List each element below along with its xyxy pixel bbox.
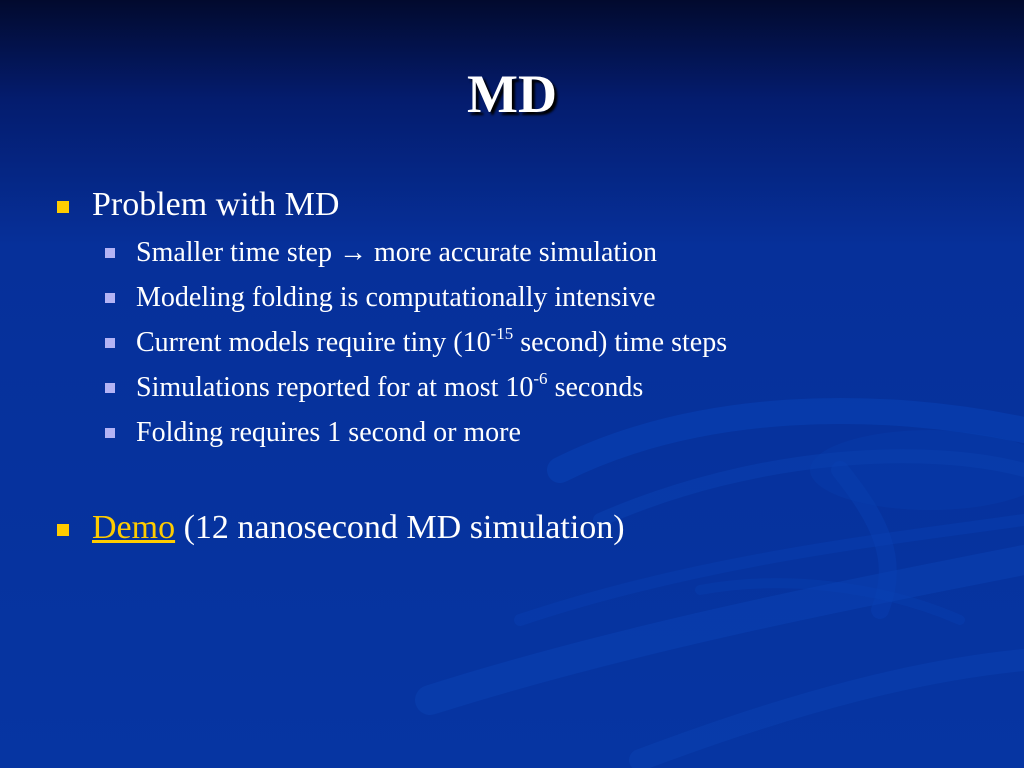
bullet-label — [92, 508, 625, 548]
sub-bullet-folding-requires — [104, 415, 984, 451]
sub-bullet-marker — [105, 383, 115, 393]
demo-link[interactable]: Demo — [92, 509, 176, 546]
sub-bullet-time-step — [104, 235, 984, 271]
exponent: -6 — [533, 368, 548, 388]
sub-bullet-text — [136, 325, 727, 361]
sub-bullet-text: Smaller time step → more accurate simulation — [136, 237, 657, 268]
bullet-marker — [57, 201, 69, 213]
sub-bullet-marker — [105, 248, 115, 258]
exponent: -15 — [490, 323, 514, 343]
sub-bullet-text: Folding requires 1 second or more — [136, 417, 521, 448]
bullet-marker — [57, 524, 69, 536]
sub-bullet-modeling-folding — [104, 280, 984, 316]
bullet-problem-with-md — [56, 185, 956, 225]
text-part: seconds — [547, 372, 644, 403]
text-part: Current models require tiny (10 — [136, 327, 491, 358]
bullet-demo — [56, 508, 956, 548]
sub-bullet-simulations-reported — [104, 370, 984, 406]
sub-bullet-marker — [105, 428, 115, 438]
sub-bullet-text — [136, 370, 643, 406]
sub-bullet-marker — [105, 293, 115, 303]
sub-bullet-current-models — [104, 325, 984, 361]
slide-title: MD — [467, 64, 557, 124]
bullet-label: Problem with MD — [92, 186, 340, 223]
demo-description: (12 nanosecond MD simulation) — [175, 509, 625, 546]
sub-bullet-text: Modeling folding is computationally intensive — [136, 282, 656, 313]
sub-bullet-marker — [105, 338, 115, 348]
text-part: Simulations reported for at most 10 — [136, 372, 534, 403]
text-part: second) time steps — [513, 327, 728, 358]
